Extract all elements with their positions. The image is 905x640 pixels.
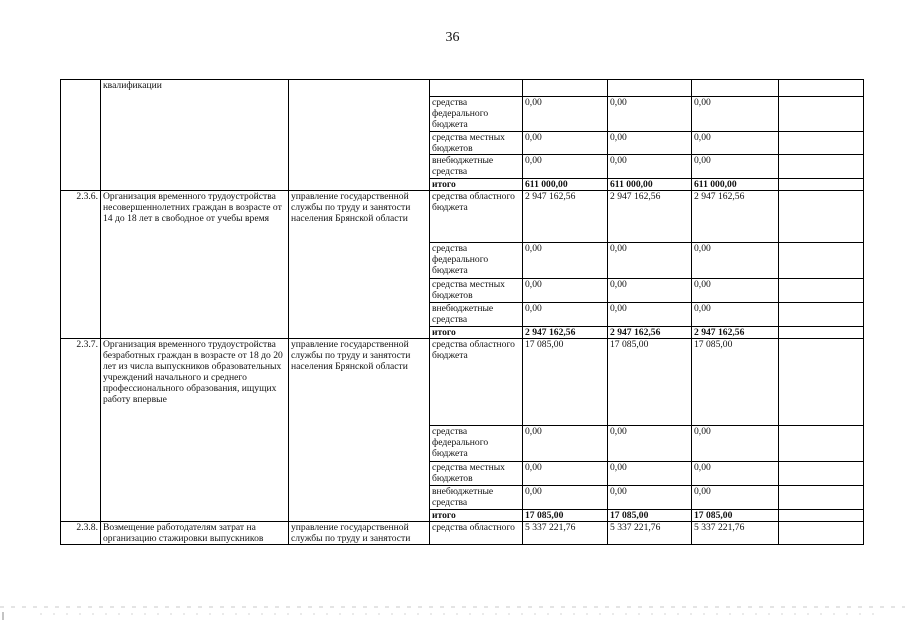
amount-year-2: 0,00 bbox=[608, 279, 692, 303]
item-executor: управление государственной службы по труду и занятости населения Брянской области bbox=[289, 339, 430, 522]
empty-cell bbox=[779, 327, 864, 339]
empty-cell bbox=[779, 303, 864, 327]
item-number: 2.3.6. bbox=[61, 191, 101, 339]
funding-source: средства областного bbox=[430, 522, 523, 545]
item-number bbox=[61, 80, 101, 191]
scan-noise-line bbox=[0, 600, 905, 620]
funding-source: средства областного бюджета bbox=[430, 339, 523, 426]
amount-year-3: 17 085,00 bbox=[692, 339, 779, 426]
empty-cell bbox=[779, 179, 864, 191]
amount-year-2: 17 085,00 bbox=[608, 339, 692, 426]
empty-cell bbox=[779, 522, 864, 545]
empty-cell bbox=[779, 132, 864, 155]
amount-year-3: 0,00 bbox=[692, 462, 779, 486]
amount-year-1: 17 085,00 bbox=[523, 510, 608, 522]
funding-source: внебюджетные средства bbox=[430, 155, 523, 179]
amount-year-2: 0,00 bbox=[608, 132, 692, 155]
amount-year-2: 0,00 bbox=[608, 426, 692, 462]
amount-year-3: 2 947 162,56 bbox=[692, 327, 779, 339]
funding-source: внебюджетные средства bbox=[430, 303, 523, 327]
amount-year-3: 0,00 bbox=[692, 132, 779, 155]
page-number: 36 bbox=[445, 30, 460, 45]
empty-cell bbox=[779, 462, 864, 486]
amount-year-1: 0,00 bbox=[523, 279, 608, 303]
amount-year-1: 17 085,00 bbox=[523, 339, 608, 426]
item-executor: управление государственной службы по труду и занятости bbox=[289, 522, 430, 545]
item-name: Организация временного трудоустройства безработных граждан в возрасте от 18 до 20 лет из числа выпускников образовательных учреждений начального и среднего профессионального образования, ищущих работу впервые bbox=[101, 339, 289, 522]
amount-year-3: 0,00 bbox=[692, 155, 779, 179]
item-number: 2.3.8. bbox=[61, 522, 101, 545]
amount-year-1: 0,00 bbox=[523, 132, 608, 155]
empty-cell bbox=[779, 97, 864, 132]
amount-year-1: 611 000,00 bbox=[523, 179, 608, 191]
amount-year-1: 2 947 162,56 bbox=[523, 327, 608, 339]
amount-year-1: 0,00 bbox=[523, 462, 608, 486]
amount-year-3: 0,00 bbox=[692, 303, 779, 327]
funding-source: итого bbox=[430, 510, 523, 522]
budget-table bbox=[60, 79, 864, 545]
funding-source: средства федерального бюджета bbox=[430, 97, 523, 132]
amount-year-1: 0,00 bbox=[523, 486, 608, 510]
empty-cell bbox=[779, 486, 864, 510]
amount-year-2: 0,00 bbox=[608, 303, 692, 327]
funding-source: средства местных бюджетов bbox=[430, 279, 523, 303]
empty-cell bbox=[779, 80, 864, 97]
amount-year-1: 0,00 bbox=[523, 97, 608, 132]
amount-year-3: 0,00 bbox=[692, 279, 779, 303]
empty-cell bbox=[779, 191, 864, 243]
funding-source: средства областного бюджета bbox=[430, 191, 523, 243]
amount-year-1 bbox=[523, 80, 608, 97]
funding-source: итого bbox=[430, 179, 523, 191]
amount-year-1: 0,00 bbox=[523, 243, 608, 279]
amount-year-3: 5 337 221,76 bbox=[692, 522, 779, 545]
funding-source: итого bbox=[430, 327, 523, 339]
empty-cell bbox=[779, 155, 864, 179]
amount-year-2: 5 337 221,76 bbox=[608, 522, 692, 545]
amount-year-3: 611 000,00 bbox=[692, 179, 779, 191]
amount-year-3: 0,00 bbox=[692, 243, 779, 279]
item-number: 2.3.7. bbox=[61, 339, 101, 522]
empty-cell bbox=[779, 510, 864, 522]
amount-year-3: 0,00 bbox=[692, 486, 779, 510]
table-row bbox=[61, 191, 864, 243]
amount-year-3 bbox=[692, 80, 779, 97]
funding-source: средства федерального бюджета bbox=[430, 426, 523, 462]
amount-year-1: 5 337 221,76 bbox=[523, 522, 608, 545]
funding-source: средства федерального бюджета bbox=[430, 243, 523, 279]
funding-source: внебюджетные средства bbox=[430, 486, 523, 510]
amount-year-1: 0,00 bbox=[523, 426, 608, 462]
amount-year-3: 17 085,00 bbox=[692, 510, 779, 522]
amount-year-2: 0,00 bbox=[608, 155, 692, 179]
table-row bbox=[61, 522, 864, 545]
amount-year-3: 0,00 bbox=[692, 97, 779, 132]
amount-year-1: 2 947 162,56 bbox=[523, 191, 608, 243]
amount-year-1: 0,00 bbox=[523, 303, 608, 327]
amount-year-2: 2 947 162,56 bbox=[608, 191, 692, 243]
item-executor bbox=[289, 80, 430, 191]
amount-year-2: 0,00 bbox=[608, 243, 692, 279]
amount-year-3: 0,00 bbox=[692, 426, 779, 462]
amount-year-2: 2 947 162,56 bbox=[608, 327, 692, 339]
amount-year-2: 17 085,00 bbox=[608, 510, 692, 522]
empty-cell bbox=[779, 426, 864, 462]
funding-source: средства местных бюджетов bbox=[430, 132, 523, 155]
amount-year-2: 0,00 bbox=[608, 486, 692, 510]
item-name: квалификации bbox=[101, 80, 289, 191]
amount-year-1: 0,00 bbox=[523, 155, 608, 179]
empty-cell bbox=[779, 243, 864, 279]
item-name: Возмещение работодателям затрат на организацию стажировки выпускников bbox=[101, 522, 289, 545]
empty-cell bbox=[779, 339, 864, 426]
funding-source: средства местных бюджетов bbox=[430, 462, 523, 486]
amount-year-2: 0,00 bbox=[608, 462, 692, 486]
amount-year-2: 0,00 bbox=[608, 97, 692, 132]
table-row bbox=[61, 339, 864, 426]
funding-source bbox=[430, 80, 523, 97]
amount-year-2 bbox=[608, 80, 692, 97]
item-name: Организация временного трудоустройства несовершеннолетних граждан в возрасте от 14 до 18 лет в свободное от учебы время bbox=[101, 191, 289, 339]
empty-cell bbox=[779, 279, 864, 303]
table-row bbox=[61, 80, 864, 97]
item-executor: управление государственной службы по труду и занятости населения Брянской области bbox=[289, 191, 430, 339]
amount-year-2: 611 000,00 bbox=[608, 179, 692, 191]
amount-year-3: 2 947 162,56 bbox=[692, 191, 779, 243]
